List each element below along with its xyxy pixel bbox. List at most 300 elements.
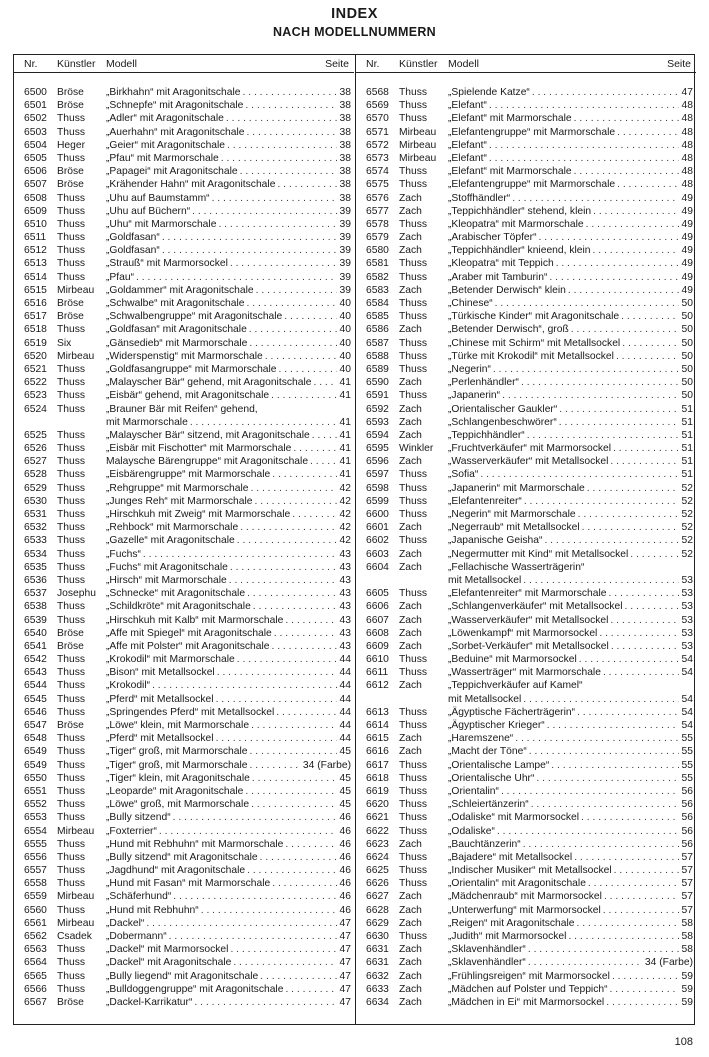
- model-number: 6546: [24, 706, 47, 718]
- model-name: „Ägyptische Fächerträgerin“: [448, 706, 576, 718]
- artist-name: Thuss: [399, 720, 428, 732]
- model-number: 6631: [366, 957, 389, 969]
- model-line: [106, 297, 351, 310]
- model-number: 6516: [24, 298, 47, 309]
- model-number: 6505: [24, 152, 47, 164]
- leader-dots: [620, 337, 678, 350]
- model-number: 6545: [24, 693, 47, 705]
- model-line: [106, 508, 351, 521]
- artist-name: Zach: [399, 733, 422, 745]
- model-number: 6548: [24, 733, 47, 745]
- model-name: „Adler“ mit Aragonitschale: [106, 113, 224, 125]
- model-cell: [448, 455, 693, 468]
- model-number: 6584: [366, 298, 389, 309]
- leader-dots: [227, 574, 337, 587]
- page-ref: 51: [681, 456, 693, 468]
- table-row: [356, 838, 696, 851]
- artist-name: Zach: [399, 680, 422, 692]
- leader-dots: [249, 482, 337, 495]
- table-row: [356, 614, 696, 627]
- artist-name: Thuss: [57, 232, 86, 244]
- model-name: „Orientalische Lampe“: [448, 759, 550, 771]
- model-number: 6519: [24, 337, 47, 349]
- leader-dots: [248, 759, 300, 772]
- artist-name: Winkler: [399, 443, 434, 455]
- model-cell: [106, 192, 351, 205]
- model-line: [106, 851, 351, 864]
- table-row: [14, 825, 354, 838]
- page-ref: 56: [681, 838, 693, 850]
- model-name: „Goldfasangruppe“ mit Marmorschale: [106, 363, 277, 375]
- artist-name: Thuss: [57, 495, 86, 507]
- leader-dots: [610, 970, 679, 983]
- artist-name: Thuss: [399, 179, 428, 191]
- artist-name: Zach: [399, 838, 422, 850]
- table-row: [356, 205, 696, 218]
- page-ref: 46: [339, 812, 351, 824]
- artist-name: Thuss: [57, 482, 86, 494]
- model-cell: [448, 244, 693, 257]
- model-line: [448, 614, 693, 627]
- leader-dots: [228, 943, 336, 956]
- model-number: 6603: [366, 548, 389, 560]
- model-line: [448, 970, 693, 983]
- table-row: [356, 772, 696, 785]
- table-row: [14, 126, 354, 139]
- leader-dots: [554, 257, 679, 270]
- table-row: [14, 627, 354, 640]
- model-name: „Arabischer Töpfer“: [448, 232, 537, 244]
- artist-name: Zach: [399, 904, 422, 916]
- page-ref: 57: [681, 904, 693, 916]
- page-ref: 38: [339, 192, 351, 204]
- model-name: „Schäferhund“: [106, 891, 172, 903]
- artist-name: Thuss: [57, 469, 86, 481]
- table-row: [14, 271, 354, 284]
- page-ref: 45: [339, 785, 351, 797]
- model-name: „Haremszene“: [448, 733, 514, 745]
- table-row: [356, 112, 696, 125]
- model-line: [448, 416, 693, 429]
- artist-name: Zach: [399, 245, 422, 257]
- leader-dots: [141, 548, 337, 561]
- table-row: [356, 745, 696, 758]
- page-ref: 55: [681, 733, 693, 745]
- model-cell: [106, 825, 351, 838]
- model-cell: [106, 706, 351, 719]
- model-line: [448, 574, 693, 587]
- model-name: „Fuchs“ mit Aragonitschale: [106, 561, 228, 573]
- model-name: „Japanerin“: [448, 390, 501, 402]
- table-row: [356, 257, 696, 270]
- model-cell: [448, 403, 693, 416]
- leader-dots: [235, 653, 337, 666]
- artist-name: Thuss: [57, 957, 86, 969]
- model-number: 6565: [24, 970, 47, 982]
- model-name: „Springendes Pferd“ mit Metallsockel: [106, 706, 275, 718]
- leader-dots: [248, 745, 337, 758]
- page-ref: 53: [681, 614, 693, 626]
- page-ref: 52: [681, 548, 693, 560]
- model-number: 6616: [366, 746, 389, 758]
- page-ref: 49: [681, 205, 693, 217]
- model-line: [448, 495, 693, 508]
- artist-name: Zach: [399, 205, 422, 217]
- page-ref: 39: [339, 271, 351, 283]
- page-ref: 51: [681, 469, 693, 481]
- page-ref: 52: [681, 495, 693, 507]
- table-row: [14, 772, 354, 785]
- model-name: „Sklavenhändler“: [448, 957, 526, 969]
- model-number: 6570: [366, 113, 389, 125]
- model-number: 6631: [366, 944, 389, 956]
- model-name: „Schlangenverkäufer“ mit Metallsockel: [448, 601, 623, 613]
- model-name: „Teppichverkäufer auf Kamel“: [448, 680, 583, 692]
- model-line: [448, 323, 693, 336]
- model-number: 6583: [366, 284, 389, 296]
- leader-dots: [216, 218, 336, 231]
- artist-name: Thuss: [399, 588, 428, 600]
- model-line: [106, 376, 351, 389]
- page-ref: 42: [339, 535, 351, 547]
- artist-name: Bröse: [57, 179, 84, 191]
- model-cell: [448, 416, 693, 429]
- model-cell: [448, 917, 693, 930]
- table-row: [14, 165, 354, 178]
- model-name: „Hirschkuh mit Zweig“ mit Marmorschale: [106, 509, 291, 521]
- artist-name: Thuss: [57, 363, 86, 375]
- model-line: [106, 732, 351, 745]
- leader-dots: [584, 218, 679, 231]
- model-name: „Malayscher Bär“ gehend, mit Aragonitschale: [106, 377, 312, 389]
- table-row: [14, 310, 354, 323]
- artist-name: Thuss: [57, 733, 86, 745]
- leader-dots: [521, 574, 678, 587]
- table-row: [356, 165, 696, 178]
- table-row: [356, 323, 696, 336]
- leader-dots: [575, 706, 678, 719]
- page-ref: 49: [681, 245, 693, 257]
- model-line: [448, 943, 693, 956]
- model-number: 6586: [366, 324, 389, 336]
- model-line: [106, 231, 351, 244]
- page-ref: 48: [681, 100, 693, 112]
- model-number: 6501: [24, 100, 47, 112]
- leader-dots: [623, 600, 679, 613]
- artist-name: Zach: [399, 970, 422, 982]
- model-name: „Bulldoggengruppe“ mit Aragonitschale: [106, 983, 284, 995]
- model-name: „Löwe“ klein, mit Marmorschale: [106, 720, 250, 732]
- artist-name: Thuss: [399, 218, 428, 230]
- leader-dots: [277, 363, 337, 376]
- model-line: [106, 192, 351, 205]
- model-number: 6536: [24, 574, 47, 586]
- table-row: [14, 719, 354, 732]
- artist-name: Thuss: [399, 931, 428, 943]
- page-ref: 34 (Farbe): [302, 759, 351, 771]
- leader-dots: [214, 732, 337, 745]
- model-name: „Bully sitzend“: [106, 812, 171, 824]
- model-line: [106, 534, 351, 547]
- model-name: „Elefant“ mit Marmorschale: [448, 166, 572, 178]
- model-line: [106, 271, 351, 284]
- page-ref: 41: [339, 390, 351, 402]
- leader-dots: [254, 284, 337, 297]
- artist-name: Thuss: [57, 535, 86, 547]
- artist-name: Thuss: [57, 403, 86, 415]
- model-number: 6593: [366, 416, 389, 428]
- page-ref: 47: [339, 983, 351, 995]
- model-number: 6564: [24, 957, 47, 969]
- model-cell: [448, 983, 693, 996]
- model-line: [448, 178, 693, 191]
- table-row: [14, 192, 354, 205]
- model-line: [106, 890, 351, 903]
- table-row: [14, 614, 354, 627]
- page-ref: 52: [681, 522, 693, 534]
- table-row: [356, 653, 696, 666]
- page-ref: 49: [681, 284, 693, 296]
- model-name: „Elefantengruppe“ mit Marmorschale: [448, 179, 616, 191]
- model-number: 6515: [24, 284, 47, 296]
- table-row: [14, 455, 354, 468]
- page-ref: 53: [681, 601, 693, 613]
- leader-dots: [566, 930, 678, 943]
- leader-dots: [487, 99, 679, 112]
- page-ref: 44: [339, 720, 351, 732]
- model-line: [448, 297, 693, 310]
- page-ref: 39: [339, 232, 351, 244]
- model-number: 6597: [366, 469, 389, 481]
- model-number: 6577: [366, 205, 389, 217]
- model-number: 6553: [24, 812, 47, 824]
- model-cell: [106, 231, 351, 244]
- page-ref: 38: [339, 100, 351, 112]
- leader-dots: [290, 508, 336, 521]
- model-line: [106, 205, 351, 218]
- model-cell: [106, 614, 351, 627]
- artist-name: Thuss: [399, 851, 428, 863]
- model-cell: [106, 785, 351, 798]
- model-name: „Schnepfe“ mit Aragonitschale: [106, 100, 244, 112]
- leader-dots: [604, 996, 678, 1009]
- model-name: „Türkische Kinder“ mit Aragonitschale: [448, 311, 620, 323]
- table-row: [14, 442, 354, 455]
- leader-dots: [199, 904, 337, 917]
- model-cell: [106, 112, 351, 125]
- model-cell: [448, 152, 693, 165]
- model-number: 6582: [366, 271, 389, 283]
- artist-name: Thuss: [399, 772, 428, 784]
- leader-dots: [241, 86, 337, 99]
- model-line: [448, 534, 693, 547]
- leader-dots: [574, 917, 678, 930]
- table-row: [14, 679, 354, 692]
- model-cell: [448, 350, 693, 363]
- leader-dots: [521, 838, 679, 851]
- model-name: „Tiger“ klein, mit Aragonitschale: [106, 772, 250, 784]
- model-number: 6540: [24, 627, 47, 639]
- model-line: [448, 218, 693, 231]
- model-name: „Pferd“ mit Metallsockel: [106, 733, 214, 745]
- table-row: [356, 666, 696, 679]
- model-number: 6552: [24, 799, 47, 811]
- model-name: „Jagdhund“ mit Aragonitschale: [106, 865, 246, 877]
- model-line: [448, 798, 693, 811]
- model-number: 6587: [366, 337, 389, 349]
- model-cell: [106, 468, 351, 481]
- artist-name: Thuss: [57, 509, 86, 521]
- table-row: [14, 350, 354, 363]
- model-cell: [448, 112, 693, 125]
- model-number: 6602: [366, 535, 389, 547]
- artist-name: Thuss: [57, 904, 86, 916]
- leader-dots: [311, 376, 336, 389]
- table-row: [14, 548, 354, 561]
- model-number: 6632: [366, 970, 389, 982]
- page-ref: 57: [681, 891, 693, 903]
- leader-dots: [572, 112, 679, 125]
- model-line: [448, 653, 693, 666]
- table-row: [356, 139, 696, 152]
- model-cell: [448, 323, 693, 336]
- page-ref: 57: [681, 865, 693, 877]
- page-ref: 57: [681, 878, 693, 890]
- right-column: [356, 55, 696, 1024]
- page-ref: 40: [339, 363, 351, 375]
- model-cell: [448, 587, 693, 600]
- model-number: 6502: [24, 113, 47, 125]
- model-cell: [106, 600, 351, 613]
- artist-name: Zach: [399, 983, 422, 995]
- table-row: [14, 600, 354, 613]
- model-number: 6588: [366, 350, 389, 362]
- model-name: „Elefant“ mit Marmorschale: [448, 113, 572, 125]
- page-ref: 50: [681, 298, 693, 309]
- model-line: [106, 943, 351, 956]
- table-row: [14, 666, 354, 679]
- model-name: „Wasserträger“ mit Marmorschale: [448, 667, 601, 679]
- table-row: [356, 534, 696, 547]
- table-row: [14, 495, 354, 508]
- model-number: 6573: [366, 152, 389, 164]
- model-name: „Odaliske“: [448, 825, 495, 837]
- model-number: 6509: [24, 205, 47, 217]
- model-number: 6596: [366, 456, 389, 468]
- table-row: [14, 904, 354, 917]
- leader-dots: [228, 257, 337, 270]
- artist-name: Zach: [399, 284, 422, 296]
- page-ref: 40: [339, 350, 351, 362]
- model-line: [106, 838, 351, 851]
- page-ref: 54: [681, 667, 693, 679]
- model-cell: [106, 693, 351, 706]
- table-row: [356, 178, 696, 191]
- model-name: „Rehbock“ mit Marmorschale: [106, 522, 239, 534]
- model-line: [106, 693, 351, 706]
- artist-name: Zach: [399, 891, 422, 903]
- model-cell: [448, 126, 693, 139]
- model-line: [448, 679, 693, 692]
- page-number: 108: [674, 1036, 693, 1048]
- model-number: 6531: [24, 509, 47, 521]
- model-line: [106, 706, 351, 719]
- table-row: [356, 587, 696, 600]
- model-line: [106, 970, 351, 983]
- model-line: [106, 548, 351, 561]
- page-ref: 49: [681, 258, 693, 270]
- page-ref: 59: [681, 996, 693, 1008]
- table-row: [14, 759, 354, 772]
- model-number: 6621: [366, 812, 389, 824]
- table-row: [356, 86, 696, 99]
- model-name: „Krokodil“: [106, 680, 151, 692]
- artist-name: Bröse: [57, 311, 84, 323]
- leader-dots: [619, 310, 678, 323]
- model-name: „Krokodil“ mit Marmorschale: [106, 654, 235, 666]
- artist-name: Csadek: [57, 931, 92, 943]
- model-cell: [106, 257, 351, 270]
- leader-dots: [530, 86, 679, 99]
- table-row: [14, 587, 354, 600]
- page-ref: 50: [681, 324, 693, 336]
- artist-name: Thuss: [399, 482, 428, 494]
- artist-name: Thuss: [399, 706, 428, 718]
- leader-dots: [219, 152, 337, 165]
- artist-name: Zach: [399, 548, 422, 560]
- table-row: [356, 297, 696, 310]
- page-ref: 44: [339, 667, 351, 679]
- model-cell: [106, 218, 351, 231]
- table-row: [14, 653, 354, 666]
- artist-name: Thuss: [57, 851, 86, 863]
- model-name: „Schwalbengruppe“ mit Aragonitschale: [106, 311, 283, 323]
- page-ref: 39: [339, 245, 351, 257]
- table-row: [14, 534, 354, 547]
- model-number: 6624: [366, 851, 389, 863]
- page-ref: 43: [339, 588, 351, 600]
- model-number: 6561: [24, 917, 47, 929]
- model-number: 6506: [24, 166, 47, 178]
- artist-name: Thuss: [399, 825, 428, 837]
- page-ref: 51: [681, 416, 693, 428]
- artist-name: Thuss: [57, 152, 86, 164]
- artist-name: Zach: [399, 957, 422, 969]
- leader-dots: [602, 890, 679, 903]
- model-number: 6607: [366, 614, 389, 626]
- model-number: 6530: [24, 495, 47, 507]
- leader-dots: [495, 825, 679, 838]
- model-cell: [448, 825, 693, 838]
- leader-dots: [586, 877, 679, 890]
- table-row: [356, 337, 696, 350]
- model-number: 6598: [366, 482, 389, 494]
- table-row: [356, 548, 696, 561]
- model-name: „Macht der Töne“: [448, 746, 527, 758]
- model-line: [106, 455, 351, 468]
- model-line: [448, 706, 693, 719]
- model-name: „Affe mit Spiegel“ mit Aragonitschale: [106, 627, 272, 639]
- model-number: 6534: [24, 548, 47, 560]
- table-row: [356, 429, 696, 442]
- page-ref: 46: [339, 838, 351, 850]
- page-ref: 54: [681, 720, 693, 732]
- leader-dots: [235, 534, 337, 547]
- model-cell: [106, 943, 351, 956]
- leader-dots: [591, 244, 679, 257]
- table-row: [356, 627, 696, 640]
- model-cell: [106, 548, 351, 561]
